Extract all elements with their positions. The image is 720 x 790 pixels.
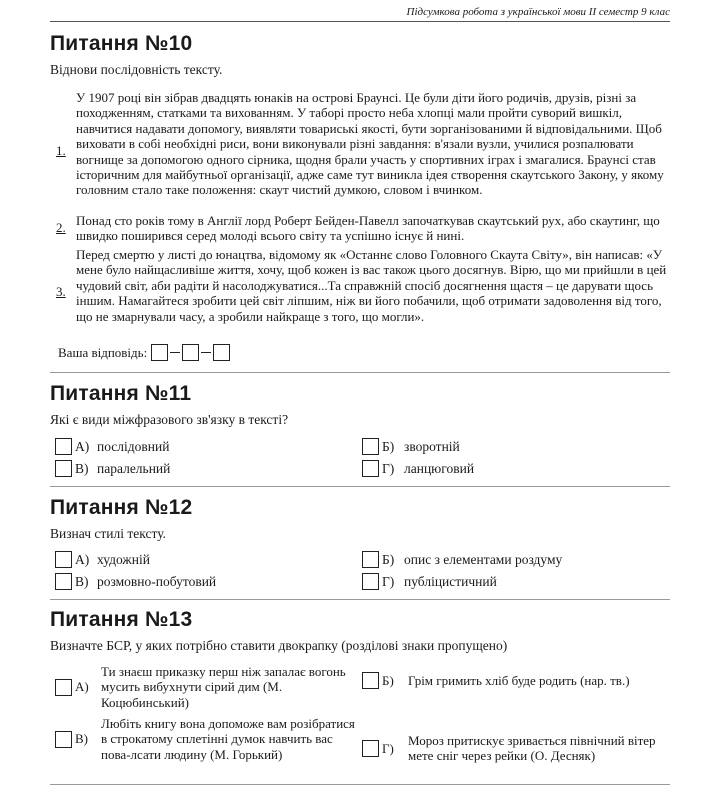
option-letter: В) bbox=[75, 573, 89, 589]
paragraph-text: У 1907 році він зібрав двадцять юнаків на острові Браунсі. Це були діти його родичів, друзів, різні за походженням, статками та вихованням. У таборі просто неба хлопці мали пройти суворий вишкіл, навчитися надавати допомогу, виявляти товариські якості, бути зорганізованими й відповідальними. Щоб виховати в собі необхідні риси, вони виконували різні завдання: в'язали вузли, училися розпалювати вогнище за допомогою одного сірника, щодня брали участь у спортивних іграх і змагалися. Браунсі став історичним для майбутньої організації, адже саме тут виникла ідея створення скаутського Закону, у якому головним стало таке положення: скаут чистий думкою, словом і вчинком. bbox=[76, 90, 664, 198]
option-letter: А) bbox=[75, 438, 90, 454]
option-text: Любіть книгу вона допоможе вам розібратися в строкатому сплетінні думок навчить вас пова-лсати людину (М. Горький) bbox=[101, 716, 355, 762]
paragraph-text: Перед смертю у листі до юнацтва, відомому як «Останнє слово Головного Скаута Світу», він написав: «У мене було найщасливіше життя, хочу, щоб кожен із вас також цього досягнув. Вірю, що ми прийшли в цей чудовий світ, аби радіти й насолоджуватися...Та справжній спосіб досягнення щастя – це дарувати щось іншим. Намагайтеся зробити цей світ ліпшим, ніж ви його побачили, щоб отримати задоволення від того, що не змарнували часу, а зробили найкраще з того, що могли». bbox=[76, 247, 667, 324]
option-letter: А) bbox=[75, 679, 89, 695]
divider bbox=[50, 486, 670, 487]
option-letter: Б) bbox=[382, 438, 395, 454]
option-letter: Б) bbox=[382, 672, 394, 688]
checkbox[interactable] bbox=[55, 551, 72, 568]
option-letter: Б) bbox=[382, 551, 395, 567]
checkbox[interactable] bbox=[362, 438, 379, 455]
divider bbox=[50, 372, 670, 373]
option-letter: Г) bbox=[382, 573, 395, 589]
option-text: послідовний bbox=[97, 438, 170, 454]
paragraph-list bbox=[50, 90, 670, 360]
option-text: Грім гримить хліб буде родить (нар. тв.) bbox=[408, 672, 630, 688]
question-13 bbox=[50, 608, 670, 654]
option-v[interactable] bbox=[55, 460, 170, 477]
option-text: розмовно-побутовий bbox=[97, 573, 217, 589]
checkbox[interactable] bbox=[55, 460, 72, 477]
option-b[interactable] bbox=[362, 551, 562, 568]
option-letter: А) bbox=[75, 551, 90, 567]
checkbox[interactable] bbox=[362, 672, 379, 689]
answer-label: Ваша відповідь: bbox=[58, 344, 148, 360]
question-prompt: Які є види міжфразового зв'язку в тексті? bbox=[50, 412, 289, 427]
checkbox[interactable] bbox=[362, 573, 379, 590]
option-g[interactable] bbox=[362, 573, 497, 590]
question-prompt: Віднови послідовність тексту. bbox=[50, 62, 223, 77]
option-letter: Г) bbox=[382, 740, 394, 756]
divider bbox=[50, 784, 670, 785]
option-letter: В) bbox=[75, 731, 88, 747]
question-10 bbox=[50, 32, 670, 78]
option-b[interactable] bbox=[362, 438, 460, 455]
paragraph-number: 2. bbox=[56, 220, 66, 235]
option-text: ланцюговий bbox=[404, 460, 475, 476]
question-11 bbox=[50, 382, 670, 428]
dash bbox=[170, 352, 180, 353]
paragraph-text: Понад сто років тому в Англії лорд Роберт Бейден-Павелл започаткував скаутський рух, або скаутинг, що швидко поширився серед молоді всього світу та успішно існує й нині. bbox=[76, 213, 660, 244]
option-a[interactable] bbox=[55, 551, 150, 568]
divider bbox=[50, 599, 670, 600]
option-v[interactable] bbox=[55, 573, 216, 590]
option-text: зворотній bbox=[404, 438, 460, 454]
paragraph-number: 1. bbox=[56, 143, 66, 158]
option-text: Ти знаєш приказку перш ніж запалає вогонь мусить вибухнути сірий дим (М. Коцюбинський) bbox=[101, 664, 346, 710]
checkbox[interactable] bbox=[55, 731, 72, 748]
question-12 bbox=[50, 496, 670, 542]
paragraph-number: 3. bbox=[56, 284, 66, 299]
option-a[interactable] bbox=[55, 664, 355, 710]
checkbox[interactable] bbox=[55, 438, 72, 455]
question-title: Питання №13 bbox=[50, 608, 193, 631]
option-b[interactable] bbox=[362, 672, 662, 689]
option-a[interactable] bbox=[55, 438, 169, 455]
option-v[interactable] bbox=[55, 716, 355, 762]
option-text: паралельний bbox=[97, 460, 171, 476]
checkbox[interactable] bbox=[55, 573, 72, 590]
question-title: Питання №10 bbox=[50, 32, 193, 55]
option-letter: Г) bbox=[382, 460, 395, 476]
question-title: Питання №11 bbox=[50, 382, 192, 405]
question-title: Питання №12 bbox=[50, 496, 193, 519]
header-title: Підсумкова робота з української мови ІІ семестр 9 клас bbox=[406, 6, 670, 18]
option-g[interactable] bbox=[362, 460, 474, 477]
answer-box[interactable] bbox=[151, 344, 168, 361]
answer-box[interactable] bbox=[213, 344, 230, 361]
question-prompt: Визначте БСР, у яких потрібно ставити двокрапку (розділові знаки пропущено) bbox=[50, 638, 508, 653]
page-header bbox=[50, 6, 670, 22]
answer-sequence bbox=[58, 344, 230, 361]
answer-box[interactable] bbox=[182, 344, 199, 361]
option-text: опис з елементами роздуму bbox=[404, 551, 563, 567]
option-letter: В) bbox=[75, 460, 89, 476]
option-text: публіцистичний bbox=[404, 573, 497, 589]
dash bbox=[201, 352, 211, 353]
checkbox[interactable] bbox=[55, 679, 72, 696]
question-prompt: Визнач стилі тексту. bbox=[50, 526, 166, 541]
option-text: художній bbox=[97, 551, 150, 567]
option-g[interactable] bbox=[362, 733, 662, 764]
option-text: Мороз притискує зривається північний вітер мете сніг через рейки (О. Десняк) bbox=[408, 733, 656, 764]
checkbox[interactable] bbox=[362, 740, 379, 757]
checkbox[interactable] bbox=[362, 551, 379, 568]
checkbox[interactable] bbox=[362, 460, 379, 477]
